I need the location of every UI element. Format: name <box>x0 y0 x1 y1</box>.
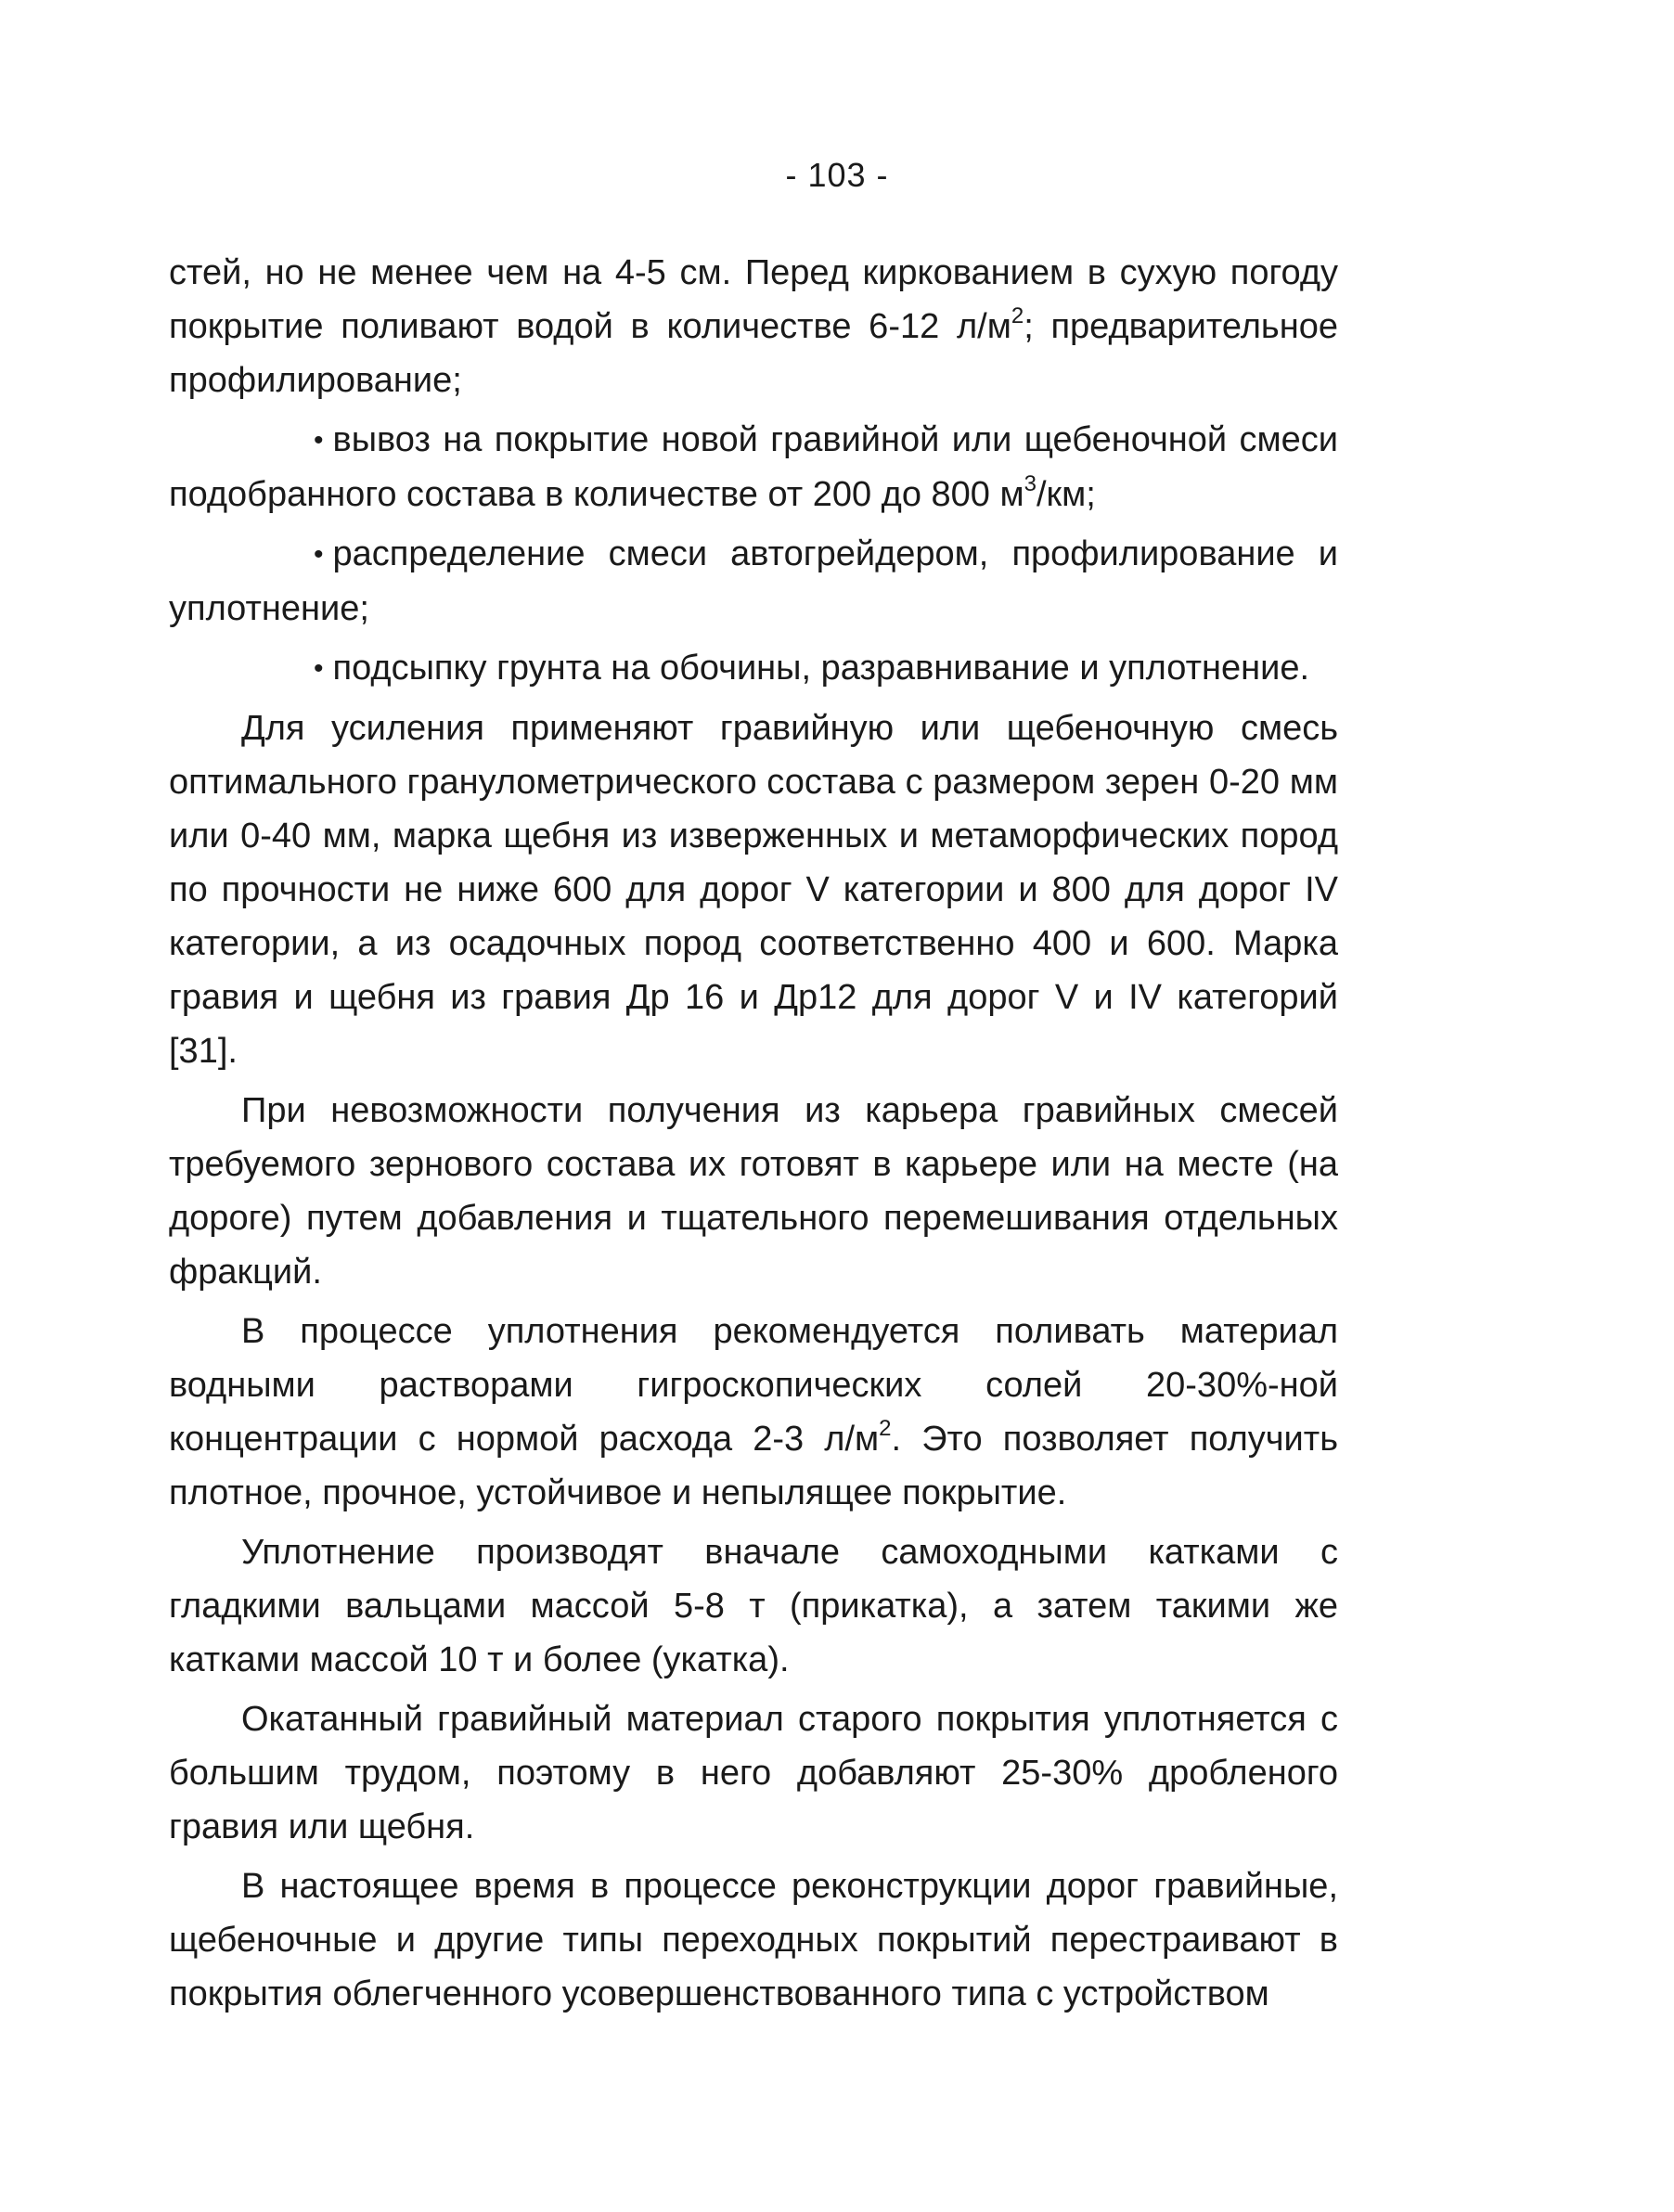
paragraph: В настоящее время в процессе реконструкции дорог гравийные, щебеночные и другие типы переходных покрытий перестраивают в покрытия облегченного усовершенствованного типа с устройством <box>169 1867 1338 2013</box>
bullet-icon: • <box>314 425 324 456</box>
paragraph: Для усиления применяют гравийную или щебеночную смесь оптимального гранулометрического состава с размером зерен 0-20 мм или 0-40 мм, марка щебня из изверженных и метаморфических пород по прочности не ниже 600 для дорог V категории и 800 для дорог IV категории, а из осадочных пород соответственно 400 и 600. Марка гравия и щебня из гравия Др 16 и Др12 для дорог V и IV категорий [31]. <box>169 709 1338 1071</box>
body-text <box>169 246 1338 2026</box>
paragraph: Уплотнение производят вначале самоходными катками с гладкими вальцами массой 5-8 т (прикатка), а затем такими же катками массой 10 т и более (укатка). <box>169 1533 1338 1679</box>
bullet-item: • вывоз на покрытие новой гравийной или щебеночной смеси подобранного состава в количестве от 200 до 800 $м^3/км$; <box>169 413 1338 521</box>
superscript: 3 <box>1024 471 1037 496</box>
superscript: 2 <box>1011 303 1024 328</box>
paragraph: В процессе уплотнения рекомендуется поливать материал водными растворами гигроскопических солей 20-30%-ной концентрации с нормой расхода 2-3 $л/м^2$. Это позволяет получить плотное, прочное, устойчивое и непылящее покрытие. <box>169 1312 1338 1512</box>
bullet-icon: • <box>314 653 324 684</box>
bullet-icon: • <box>314 539 324 570</box>
paragraph: Окатанный гравийный материал старого покрытия уплотняется с большим трудом, поэтому в него добавляют 25-30% дробленого гравия или щебня. <box>169 1700 1338 1846</box>
paragraph-continuation: стей, но не менее чем на 4-5 см. Перед киркованием в сухую погоду покрытие поливают водой в количестве 6-12 $л/м^2$; предварительное профилирование; <box>169 253 1338 400</box>
bullet-item: • подсыпку грунта на обочины, разравнивание и уплотнение. <box>169 641 1338 696</box>
paragraph: При невозможности получения из карьера гравийных смесей требуемого зернового состава их готовят в карьере или на месте (на дороге) путем добавления и тщательного перемешивания отдельных фракций. <box>169 1091 1338 1292</box>
bullet-item: • распределение смеси автогрейдером, профилирование и уплотнение; <box>169 527 1338 636</box>
page-number: - 103 - <box>785 156 889 194</box>
superscript: 2 <box>879 1416 892 1441</box>
